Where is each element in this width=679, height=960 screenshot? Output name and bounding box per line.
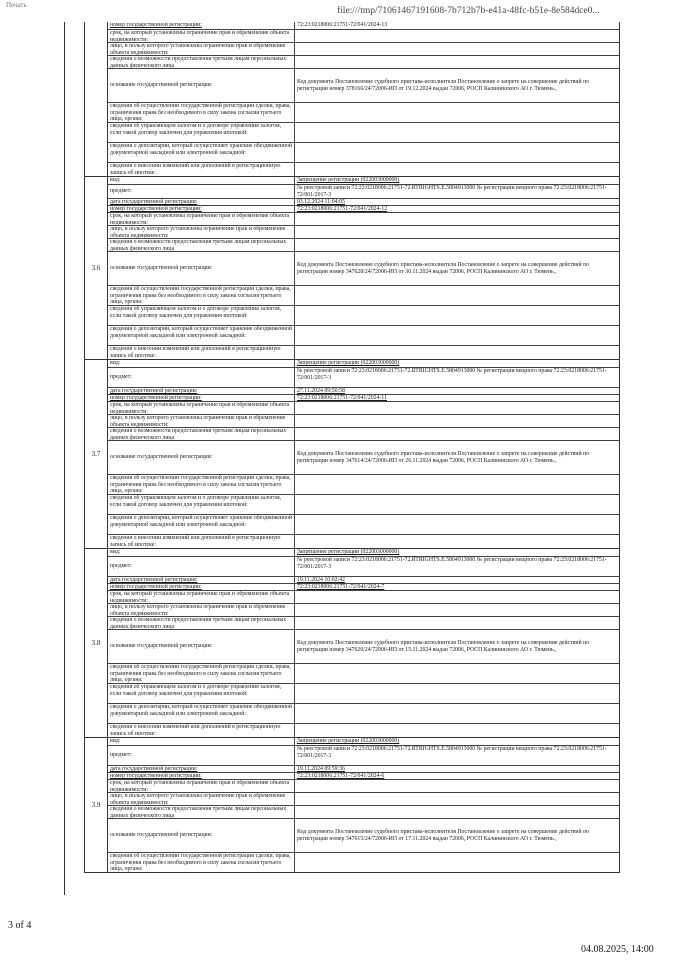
row-value: [295, 326, 619, 345]
row-label: сведения об осуществлении государственной регистрации сделки, права, ограничения права без необходимого в силу закона согласия третьего лица, органа:: [108, 664, 295, 683]
row-label: основание государственной регистрации:: [108, 630, 295, 663]
row-label: основание государственной регистрации:: [108, 819, 295, 852]
row-label: вид:: [108, 360, 295, 367]
row-value: [295, 428, 619, 440]
row-label: номер государственной регистрации:: [108, 395, 295, 401]
row-value: 72:23:0218006:21751-72/041/2024-6: [297, 773, 385, 779]
row-value: [295, 475, 619, 494]
row-label: сведения о депозитарии, который осуществляет хранение обездвиженной документарной закладной или электронной закладной:: [108, 704, 295, 723]
row-value: [295, 43, 619, 55]
row-label: основание государственной регистрации:: [108, 69, 295, 102]
row-label: срок, на который установлены ограничение прав и обременение объекта недвижимости:: [108, 591, 295, 603]
row-value: Код документа Постановление судебного пристава-исполнителя Постановление о запрете на совершение действий по регистрации номер 347615/24/72006-ИП от 17.11.2024 выдан 72006, РОСП Калининского АО г. Тюмень.,: [297, 828, 590, 842]
row-label: сведения об управляющем залогом и о договоре управления залогом, если такой договор заключен для управления ипотекой:: [108, 495, 295, 514]
row-label: сведения о внесении изменений или дополнений в регистрационную запись об ипотеке:: [108, 724, 295, 737]
row-value: [295, 239, 619, 251]
row-label: сведения о возможности предоставления третьим лицам персональных данных физического лица: [108, 56, 295, 68]
row-value: 27.11.2024 09:50:58: [297, 388, 345, 394]
row-value: [295, 853, 619, 872]
row-label: предмет:: [108, 746, 295, 765]
section-number: 3.8: [85, 549, 108, 737]
row-value: [295, 664, 619, 683]
row-label: номер государственной регистрации:: [108, 206, 295, 212]
row-value: [295, 346, 619, 359]
row-value: [295, 143, 619, 162]
page-url: file:///tmp/71061467191608-7b712b7b-e41a-48fc-b51e-8e584dce0...: [337, 6, 600, 16]
row-label: сведения об управляющем залогом и о договоре управления залогом, если такой договор заключен для управления ипотекой:: [108, 123, 295, 142]
row-value: [295, 793, 619, 805]
row-value: 03.12.2024 11:04:05: [297, 199, 345, 205]
row-value: [295, 226, 619, 238]
row-label: предмет:: [108, 185, 295, 198]
row-value: [295, 806, 619, 818]
row-value: [295, 780, 619, 792]
row-value: Код документа Постановление судебного пристава-исполнителя Постановление о запрете на совершение действий по регистрации номер 347620/24/72006-ИП от 15.11.2024 выдан 72006, РОСП Калининского АО г. Тюмень.,: [297, 639, 590, 653]
row-label: сведения об управляющем залогом и о договоре управления залогом, если такой договор заключен для управления ипотекой:: [108, 684, 295, 703]
row-label: номер государственной регистрации:: [108, 22, 295, 29]
row-value: Запрещение регистрации (022003000000): [297, 738, 400, 744]
row-label: сведения о внесении изменений или дополнений в регистрационную запись об ипотеке:: [108, 346, 295, 359]
row-value: 19.11.2024 09:59:36: [297, 766, 345, 772]
row-label: лицо, в пользу которого установлены ограничение прав и обременение объекта недвижимости:: [108, 604, 295, 616]
margin-rule: [64, 22, 65, 895]
row-label: лицо, в пользу которого установлены ограничение прав и обременение объекта недвижимости:: [108, 415, 295, 427]
section-3-6: [84, 176, 620, 359]
row-label: вид:: [108, 549, 295, 556]
row-label: вид:: [108, 177, 295, 184]
row-value: № реестровой записи 72:23:0218006:21751-72.RTRIGHTS.E.5804913000 № регистрации вещного права 72:23:0218006:21751-72/001/2017-3: [297, 746, 607, 759]
row-label: дата государственной регистрации:: [108, 199, 295, 205]
row-value: Код документа Постановление судебного пристава-исполнителя Постановление о запрете на совершение действий по регистрации номер 378166/24/72006-ИП от 19.12.2024 выдан 72006, РОСП Калининского АО г. Тюмень.,: [297, 78, 590, 92]
row-value: Код документа Постановление судебного пристава-исполнителя Постановление о запрете на совершение действий по регистрации номер 347628/24/72006-ИП от 30.11.2024 выдан 72006, РОСП Калининского АО г. Тюмень.,: [297, 261, 590, 275]
row-value: Запрещение регистрации (022003000000): [297, 177, 400, 183]
row-value: [295, 56, 619, 68]
row-value: [295, 286, 619, 305]
row-value: Код документа Постановление судебного пристава-исполнителя Постановление о запрете на совершение действий по регистрации номер 347614/24/72006-ИП от 26.11.2024 выдан 72006, РОСП Калининского АО г. Тюмень.,: [297, 450, 590, 464]
row-label: сведения о возможности предоставления третьим лицам персональных данных физического лица: [108, 806, 295, 818]
row-label: сведения о депозитарии, который осуществляет хранение обездвиженной документарной закладной или электронной закладной:: [108, 326, 295, 345]
row-label: дата государственной регистрации:: [108, 388, 295, 394]
row-label: вид:: [108, 738, 295, 745]
row-label: сведения о возможности предоставления третьим лицам персональных данных физического лица: [108, 617, 295, 629]
row-label: лицо, в пользу которого установлены ограничение прав и обременение объекта недвижимости:: [108, 793, 295, 805]
row-label: сведения о возможности предоставления третьим лицам персональных данных физического лица: [108, 428, 295, 440]
row-label: основание государственной регистрации:: [108, 252, 295, 285]
row-label: сведения о возможности предоставления третьим лицам персональных данных физического лица: [108, 239, 295, 251]
encumbrance-table: [84, 22, 620, 873]
row-value: 72:23:0218006:21751-72/041/2024-7: [297, 584, 385, 590]
section-number: [85, 22, 108, 176]
row-label: номер государственной регистрации:: [108, 584, 295, 590]
section-partial: [84, 22, 620, 176]
row-label: сведения о внесении изменений или дополнений в регистрационную запись об ипотеке:: [108, 163, 295, 176]
row-label: срок, на который установлены ограничение прав и обременение объекта недвижимости:: [108, 213, 295, 225]
row-label: основание государственной регистрации:: [108, 441, 295, 474]
row-label: сведения об осуществлении государственной регистрации сделки, права, ограничения права без необходимого в силу закона согласия третьего лица, органа:: [108, 286, 295, 305]
row-value: [295, 704, 619, 723]
section-3-7: [84, 359, 620, 548]
row-label: дата государственной регистрации:: [108, 766, 295, 772]
row-value: 72:23:0218006:21751-72/041/2024-12: [297, 206, 388, 212]
row-value: № реестровой записи 72:23:0218006:21751-72.RTRIGHTS.E.5804913000 № регистрации вещного права 72:23:0218006:21751-72/001/2017-3: [297, 185, 607, 198]
section-number: 3.7: [85, 360, 108, 548]
browser-print-label: Печать: [6, 1, 27, 9]
row-value: [295, 724, 619, 737]
row-label: срок, на который установлены ограничение прав и обременение объекта недвижимости:: [108, 780, 295, 792]
row-label: номер государственной регистрации:: [108, 773, 295, 779]
row-label: предмет:: [108, 368, 295, 387]
row-value: 72:23:0218006:21751-72/041/2024-11: [297, 395, 387, 401]
row-value: [295, 591, 619, 603]
row-value: [295, 415, 619, 427]
row-value: [295, 306, 619, 325]
row-value: [295, 213, 619, 225]
row-value: № реестровой записи 72:23:0218006:21751-72.RTRIGHTS.E.5804913000 № регистрации вещного права 72:23:0218006:21751-72/001/2017-3: [297, 557, 607, 570]
row-label: сведения об осуществлении государственной регистрации сделки, права, ограничения права без необходимого в силу закона согласия третьего лица, органа:: [108, 475, 295, 494]
section-number: 3.9: [85, 738, 108, 872]
row-label: сведения об осуществлении государственной регистрации сделки, права, ограничения права без необходимого в силу закона согласия третьего лица, органа:: [108, 103, 295, 122]
row-value: [295, 515, 619, 534]
row-value: № реестровой записи 72:23:0218006:21751-72.RTRIGHTS.E.5804913000 № регистрации вещного права 72:23:0218006:21751-72/001/2017-3: [297, 368, 607, 381]
row-value: [295, 103, 619, 122]
row-value: Запрещение регистрации (022003000000): [297, 549, 400, 555]
row-label: дата государственной регистрации:: [108, 577, 295, 583]
print-datetime: 04.08.2025, 14:00: [581, 944, 654, 955]
row-value: 19.11.2024 10:02:42: [297, 577, 345, 583]
section-3-9: [84, 737, 620, 873]
row-value: [295, 163, 619, 176]
row-value: [295, 402, 619, 414]
row-value: [295, 535, 619, 548]
row-label: сведения о внесении изменений или дополнений в регистрационную запись об ипотеке:: [108, 535, 295, 548]
row-label: лицо, в пользу которого установлены ограничение прав и обременение объекта недвижимости:: [108, 43, 295, 55]
row-label: предмет:: [108, 557, 295, 576]
row-value: Запрещение регистрации (022003000000): [297, 360, 400, 366]
row-value: [295, 604, 619, 616]
row-label: сведения об управляющем залогом и о договоре управления залогом, если такой договор заключен для управления ипотекой:: [108, 306, 295, 325]
row-value: [295, 30, 619, 42]
row-value: 72:23:0218006:21751-72/041/2024-13: [297, 22, 388, 28]
row-label: сведения о депозитарии, который осуществляет хранение обездвиженной документарной закладной или электронной закладной:: [108, 143, 295, 162]
row-value: [295, 123, 619, 142]
row-value: [295, 617, 619, 629]
row-value: [295, 495, 619, 514]
row-label: срок, на который установлены ограничение прав и обременение объекта недвижимости:: [108, 402, 295, 414]
section-3-8: [84, 548, 620, 737]
row-label: лицо, в пользу которого установлены ограничение прав и обременение объекта недвижимости:: [108, 226, 295, 238]
row-label: сведения о депозитарии, который осуществляет хранение обездвиженной документарной закладной или электронной закладной:: [108, 515, 295, 534]
page-counter: 3 of 4: [8, 920, 32, 931]
row-label: сведения об осуществлении государственной регистрации сделки, права, ограничения права без необходимого в силу закона согласия третьего лица, органа:: [108, 853, 295, 872]
row-label: срок, на который установлены ограничение прав и обременение объекта недвижимости:: [108, 30, 295, 42]
section-number: 3.6: [85, 177, 108, 359]
row-value: [295, 684, 619, 703]
